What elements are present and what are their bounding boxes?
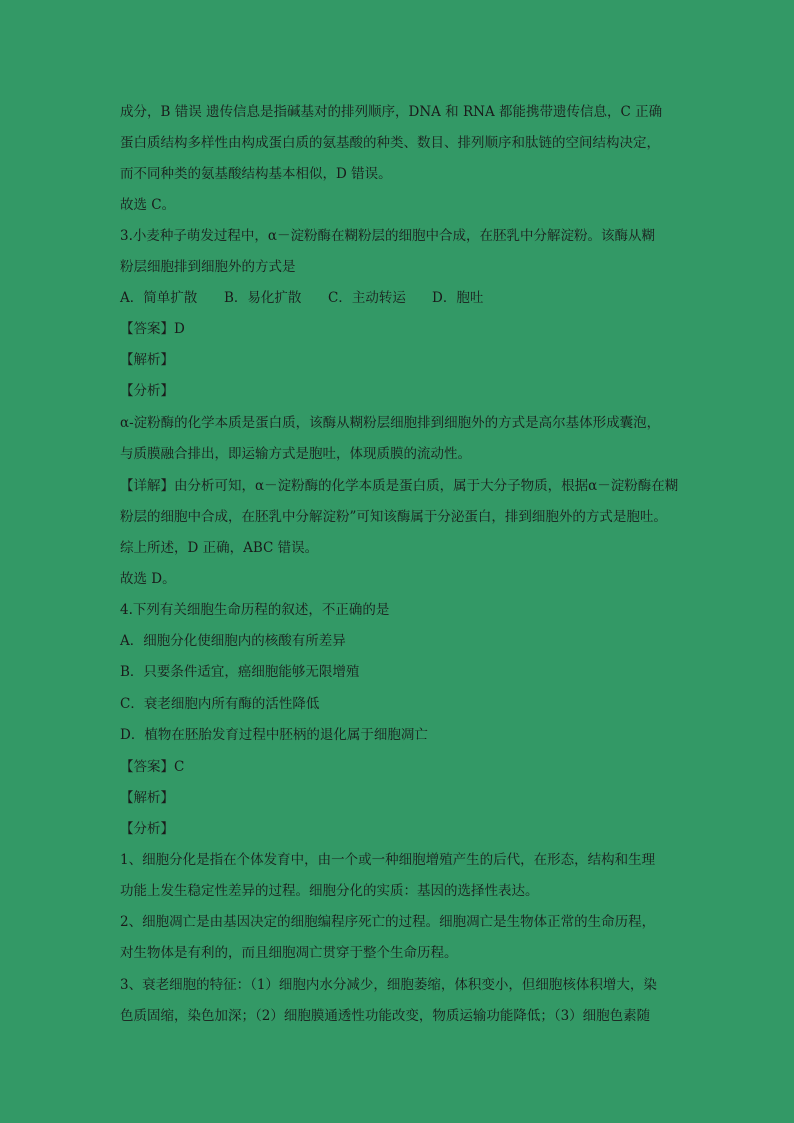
answer-label: 【答案】C [120, 759, 185, 775]
text-line: 对生物体是有利的，而且细胞凋亡贯穿于整个生命历程。 [120, 945, 458, 961]
answer-label: 【答案】D [120, 321, 185, 337]
analysis-label: 【解析】 [120, 790, 174, 806]
option-d: D．植物在胚胎发育过程中胚柄的退化属于细胞凋亡 [120, 727, 428, 743]
question-3-options [120, 288, 483, 308]
text-line: 1、细胞分化是指在个体发育中，由一个或一种细胞增殖产生的后代，在形态，结构和生理 [120, 852, 656, 868]
option-b: B．易化扩散 [224, 290, 302, 306]
option-b: B．只要条件适宜，癌细胞能够无限增殖 [120, 664, 360, 680]
text-line: 综上所述，D 正确，ABC 错误。 [120, 540, 319, 556]
analysis-label: 【解析】 [120, 352, 174, 368]
option-a: A．简单扩散 [120, 290, 198, 306]
text-line: 与质膜融合排出，即运输方式是胞吐，体现质膜的流动性。 [120, 446, 471, 462]
text-line: 故选 D。 [120, 571, 176, 587]
text-line: 蛋白质结构多样性由构成蛋白质的氨基酸的种类、数目、排列顺序和肽链的空间结构决定， [120, 135, 660, 151]
text-line: 色质固缩，染色加深；（2）细胞膜通透性功能改变，物质运输功能降低；（3）细胞色素随 [120, 1008, 651, 1024]
text-line: 而不同种类的氨基酸结构基本相似，D 错误。 [120, 166, 392, 182]
text-line: 粉层的细胞中合成，在胚乳中分解淀粉”可知该酶属于分泌蛋白，排到细胞外的方式是胞吐。 [120, 509, 667, 525]
option-c: C．主动转运 [328, 290, 406, 306]
text-line: 功能上发生稳定性差异的过程。细胞分化的实质：基因的选择性表达。 [120, 883, 539, 899]
analysis-sub-label: 【分析】 [120, 383, 174, 399]
text-line: 2、细胞凋亡是由基因决定的细胞编程序死亡的过程。细胞凋亡是生物体正常的生命历程， [120, 914, 656, 930]
text-line: α-淀粉酶的化学本质是蛋白质，该酶从糊粉层细胞排到细胞外的方式是高尔基体形成囊泡， [120, 415, 661, 431]
text-line: 3、衰老细胞的特征：（1）细胞内水分减少，细胞萎缩，体积变小，但细胞核体积增大，染 [120, 977, 657, 993]
question-4-stem: 4.下列有关细胞生命历程的叙述，不正确的是 [120, 602, 390, 618]
question-3-stem: 3.小麦种子萌发过程中，α－淀粉酶在糊粉层的细胞中合成，在胚乳中分解淀粉。该酶从糊 [120, 228, 655, 244]
text-line: 成分，B 错误 遗传信息是指碱基对的排列顺序，DNA 和 RNA 都能携带遗传信息，C 正确 [120, 104, 663, 120]
question-3-stem-cont: 粉层细胞排到细胞外的方式是 [120, 259, 296, 275]
option-d: D．胞吐 [432, 290, 484, 306]
text-line: 故选 C。 [120, 197, 176, 213]
option-a: A．细胞分化使细胞内的核酸有所差异 [120, 633, 346, 649]
analysis-sub-label: 【分析】 [120, 821, 174, 837]
option-c: C．衰老细胞内所有酶的活性降低 [120, 696, 320, 712]
detail-line: 【详解】由分析可知，α－淀粉酶的化学本质是蛋白质，属于大分子物质，根据α－淀粉酶在糊 [120, 478, 679, 494]
